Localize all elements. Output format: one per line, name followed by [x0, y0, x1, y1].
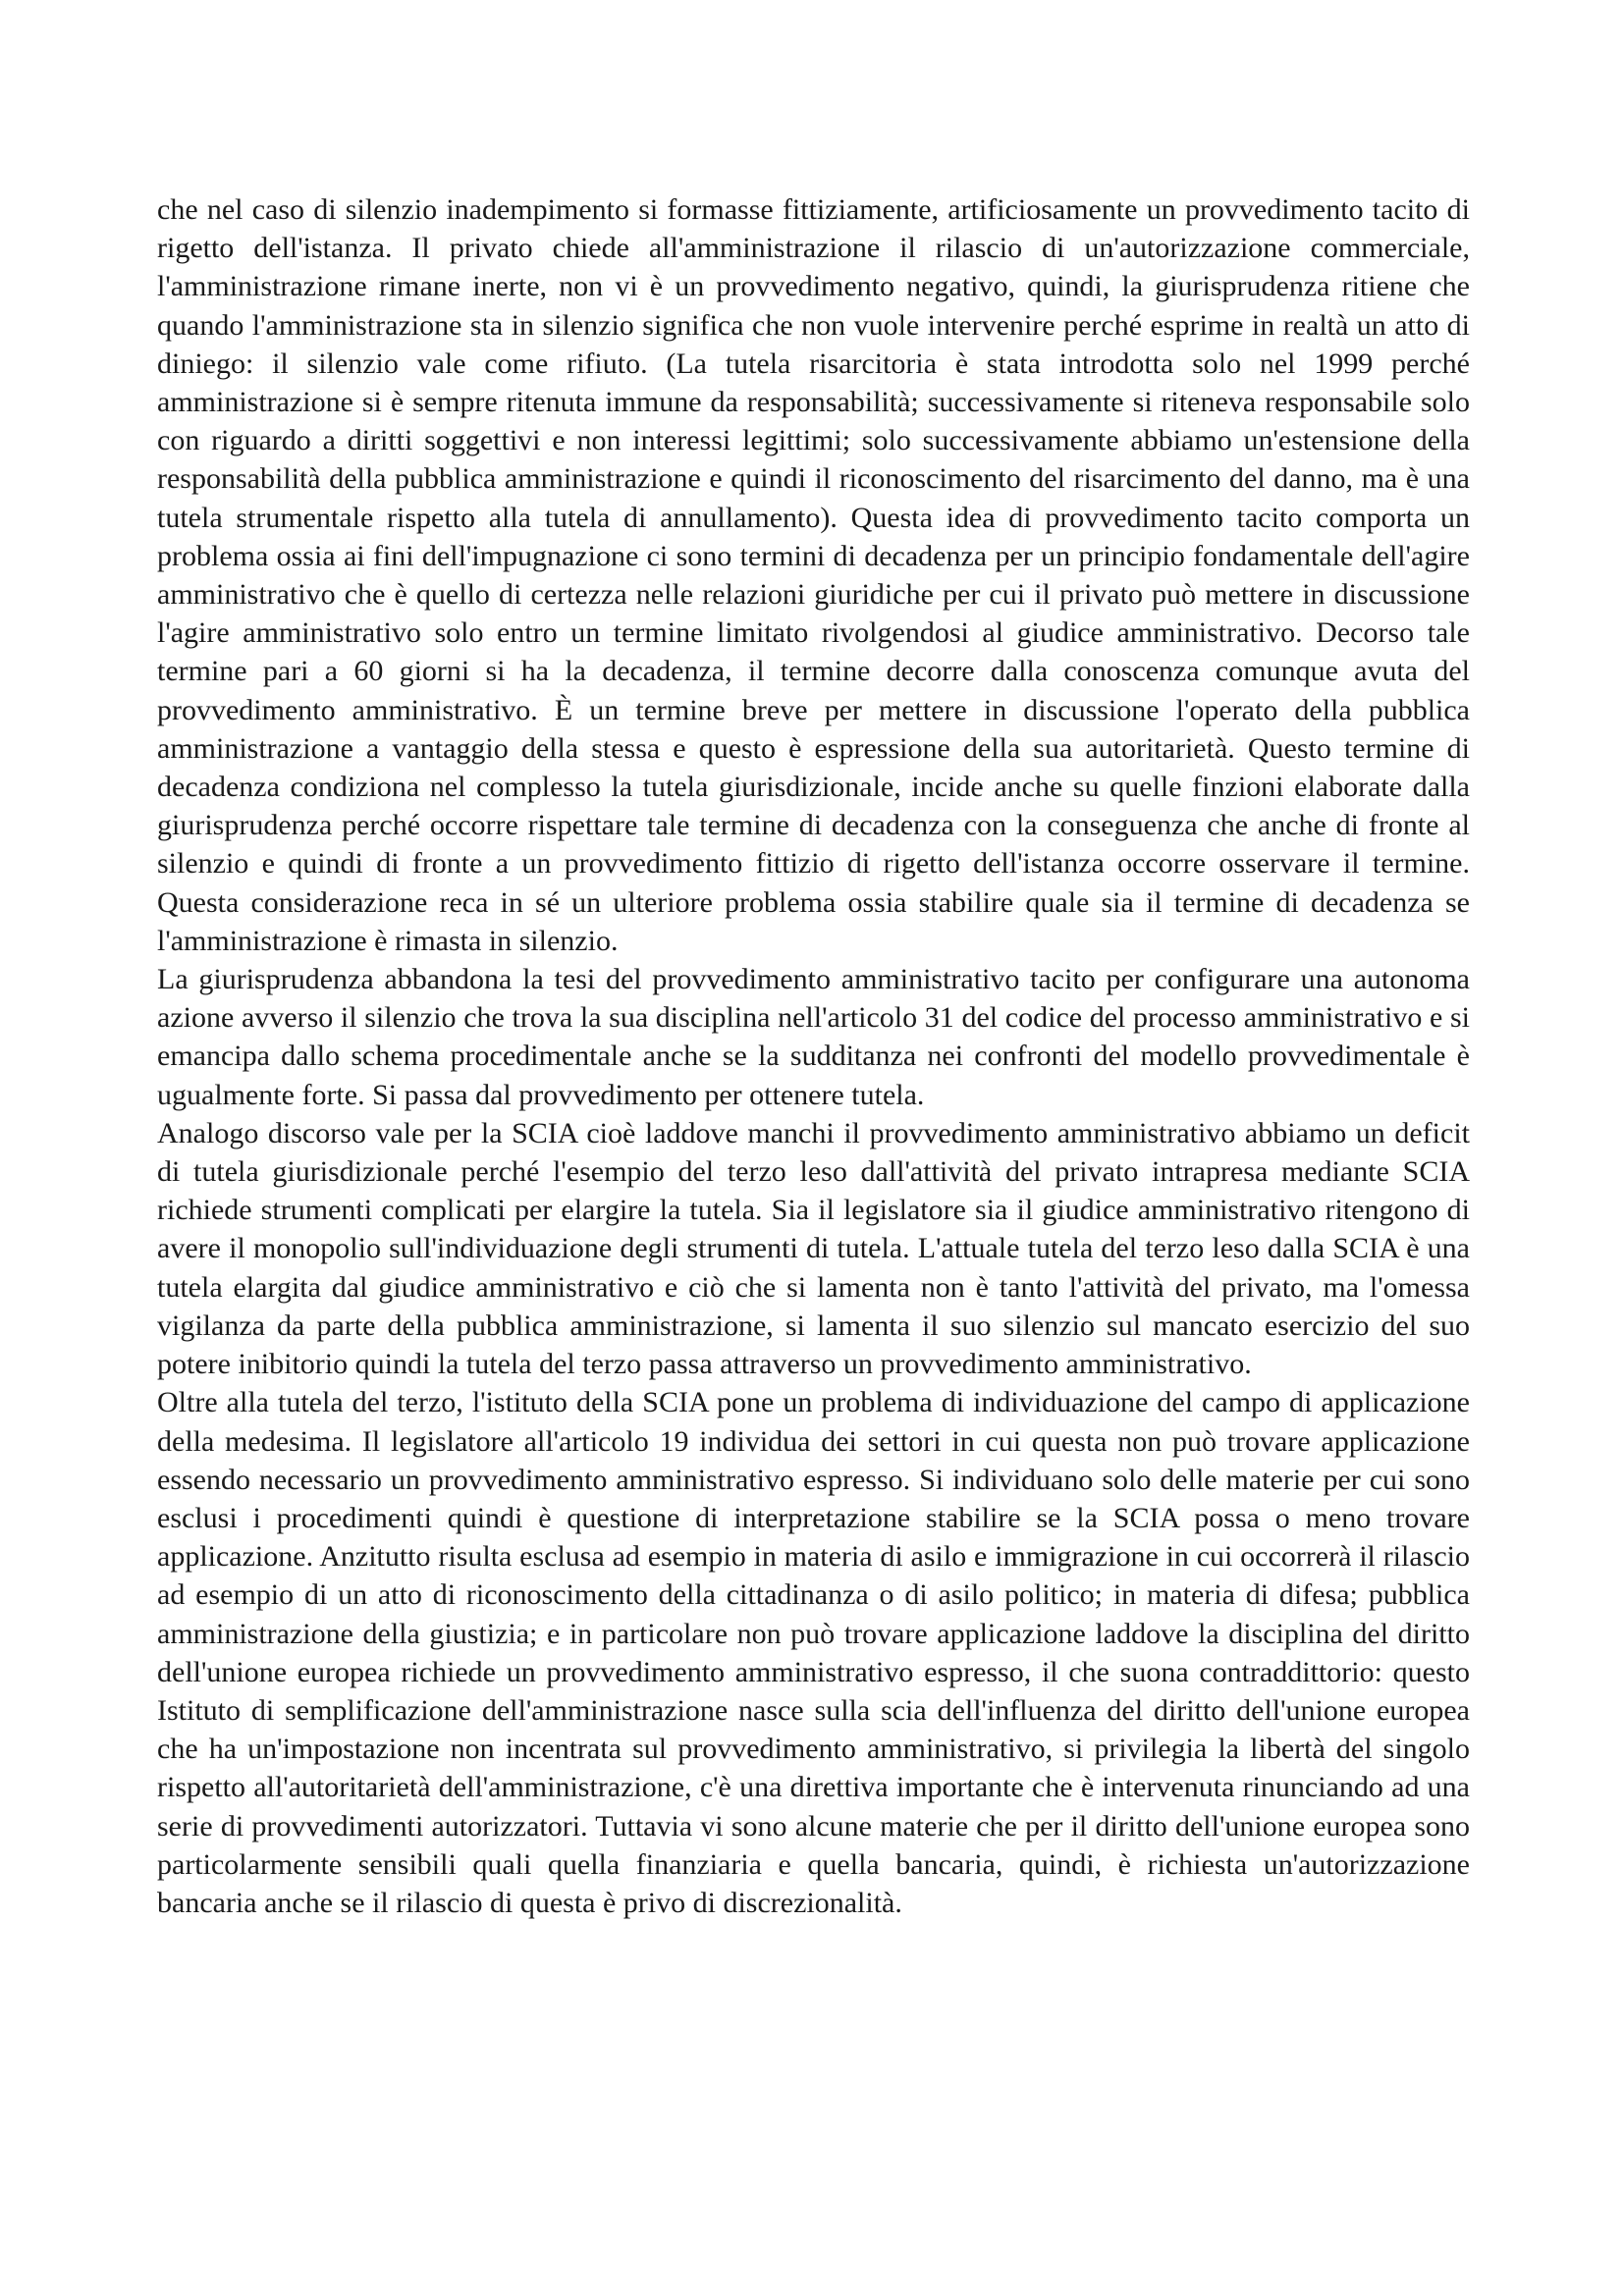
document-page: [157, 190, 1470, 1922]
paragraph: Oltre alla tutela del terzo, l'istituto della SCIA pone un problema di individuazione del campo di applicazione della medesima. Il legislatore all'articolo 19 individua dei settori in cui questa non può trovare applicazione essendo necessario un provvedimento amministrativo espresso. Si individuano solo delle materie per cui sono esclusi i procedimenti quindi è questione di interpretazione stabilire se la SCIA possa o meno trovare applicazione. Anzitutto risulta esclusa ad esempio in materia di asilo e immigrazione in cui occorrerà il rilascio ad esempio di un atto di riconoscimento della cittadinanza o di asilo politico; in materia di difesa; pubblica amministrazione della giustizia; e in particolare non può trovare applicazione laddove la disciplina del diritto dell'unione europea richiede un provvedimento amministrativo espresso, il che suona contraddittorio: questo Istituto di semplificazione dell'amministrazione nasce sulla scia dell'influenza del diritto dell'unione europea che ha un'impostazione non incentrata sul provvedimento amministrativo, si privilegia la libertà del singolo rispetto all'autoritarietà dell'amministrazione, c'è una direttiva importante che è intervenuta rinunciando ad una serie di provvedimenti autorizzatori. Tuttavia vi sono alcune materie che per il diritto dell'unione europea sono particolarmente sensibili quali quella finanziaria e quella bancaria, quindi, è richiesta un'autorizzazione bancaria anche se il rilascio di questa è privo di discrezionalità.: [157, 1386, 1470, 1919]
paragraph: La giurisprudenza abbandona la tesi del provvedimento amministrativo tacito per configurare una autonoma azione avverso il silenzio che trova la sua disciplina nell'articolo 31 del codice del processo amministrativo e si emancipa dallo schema procedimentale anche se la sudditanza nei confronti del modello provvedimentale è ugualmente forte. Si passa dal provvedimento per ottenere tutela.: [157, 963, 1470, 1111]
paragraph: che nel caso di silenzio inadempimento si formasse fittiziamente, artificiosamente un provvedimento tacito di rigetto dell'istanza. Il privato chiede all'amministrazione il rilascio di un'autorizzazione commerciale, l'amministrazione rimane inerte, non vi è un provvedimento negativo, quindi, la giurisprudenza ritiene che quando l'amministrazione sta in silenzio significa che non vuole intervenire perché esprime in realtà un atto di diniego: il silenzio vale come rifiuto. (La tutela risarcitoria è stata introdotta solo nel 1999 perché amministrazione si è sempre ritenuta immune da responsabilità; successivamente si riteneva responsabile solo con riguardo a diritti soggettivi e non interessi legittimi; solo successivamente abbiamo un'estensione della responsabilità della pubblica amministrazione e quindi il riconoscimento del risarcimento del danno, ma è una tutela strumentale rispetto alla tutela di annullamento). Questa idea di provvedimento tacito comporta un problema ossia ai fini dell'impugnazione ci sono termini di decadenza per un principio fondamentale dell'agire amministrativo che è quello di certezza nelle relazioni giuridiche per cui il privato può mettere in discussione l'agire amministrativo solo entro un termine limitato rivolgendosi al giudice amministrativo. Decorso tale termine pari a 60 giorni si ha la decadenza, il termine decorre dalla conoscenza comunque avuta del provvedimento amministrativo. È un termine breve per mettere in discussione l'operato della pubblica amministrazione a vantaggio della stessa e questo è espressione della sua autoritarietà. Questo termine di decadenza condiziona nel complesso la tutela giurisdizionale, incide anche su quelle finzioni elaborate dalla giurisprudenza perché occorre rispettare tale termine di decadenza con la conseguenza che anche di fronte al silenzio e quindi di fronte a un provvedimento fittizio di rigetto dell'istanza occorre osservare il termine. Questa considerazione reca in sé un ulteriore problema ossia stabilire quale sia il termine di decadenza se l'amministrazione è rimasta in silenzio.: [157, 193, 1470, 957]
paragraph: Analogo discorso vale per la SCIA cioè laddove manchi il provvedimento amministrativo abbiamo un deficit di tutela giurisdizionale perché l'esempio del terzo leso dall'attività del privato intrapresa mediante SCIA richiede strumenti complicati per elargire la tutela. Sia il legislatore sia il giudice amministrativo ritengono di avere il monopolio sull'individuazione degli strumenti di tutela. L'attuale tutela del terzo leso dalla SCIA è una tutela elargita dal giudice amministrativo e ciò che si lamenta non è tanto l'attività del privato, ma l'omessa vigilanza da parte della pubblica amministrazione, si lamenta il suo silenzio sul mancato esercizio del suo potere inibitorio quindi la tutela del terzo passa attraverso un provvedimento amministrativo.: [157, 1116, 1470, 1381]
